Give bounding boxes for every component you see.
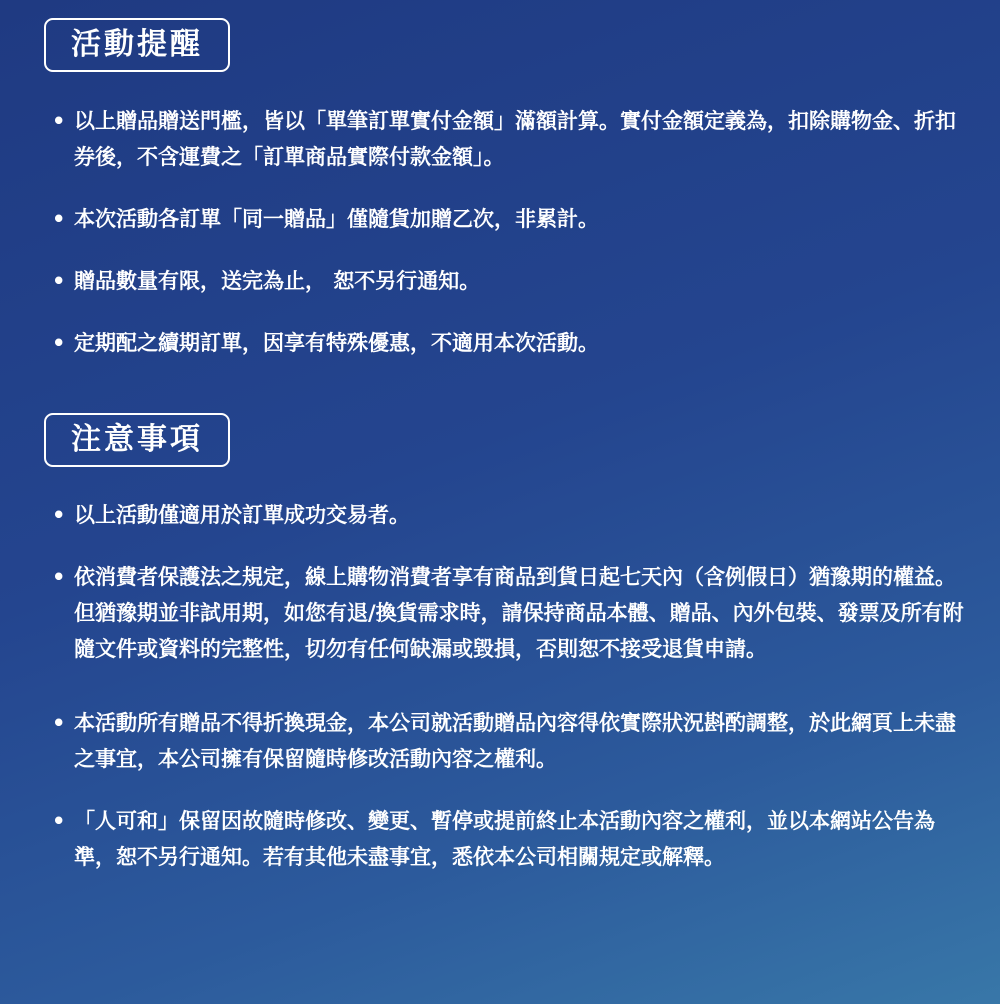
- notes-list: [50, 497, 965, 875]
- list-item: • 依消費者保護法之規定，線上購物消費者享有商品到貨日起七天內（含例假日）猶豫期的權益。但猶豫期並非試用期，如您有退/換貨需求時，請保持商品本體、贈品、內外包裝、發票及所有附隨文件或資料的完整性，切勿有任何缺漏或毀損，否則恕不接受退貨申請。: [50, 559, 965, 667]
- list-item: • 本活動所有贈品不得折換現金，本公司就活動贈品內容得依實際狀況斟酌調整，於此網頁上未盡之事宜，本公司擁有保留隨時修改活動內容之權利。: [50, 705, 965, 777]
- list-item: • 「人可和」保留因故隨時修改、變更、暫停或提前終止本活動內容之權利，並以本網站公告為準，恕不另行通知。若有其他未盡事宜，悉依本公司相關規定或解釋。: [50, 803, 965, 875]
- notes-title: 注意事項: [44, 413, 230, 467]
- list-item: • 本次活動各訂單「同一贈品」僅隨貨加贈乙次，非累計。: [50, 201, 965, 237]
- list-item: • 贈品數量有限，送完為止， 恕不另行通知。: [50, 263, 965, 299]
- list-item: • 定期配之續期訂單，因享有特殊優惠，不適用本次活動。: [50, 325, 965, 361]
- list-item: • 以上活動僅適用於訂單成功交易者。: [50, 497, 965, 533]
- list-item: • 以上贈品贈送門檻，皆以「單筆訂單實付金額」滿額計算。實付金額定義為，扣除購物金、折扣券後，不含運費之「訂單商品實際付款金額」。: [50, 103, 965, 175]
- event-reminder-list: [50, 103, 965, 361]
- event-reminder-title: 活動提醒: [44, 18, 230, 72]
